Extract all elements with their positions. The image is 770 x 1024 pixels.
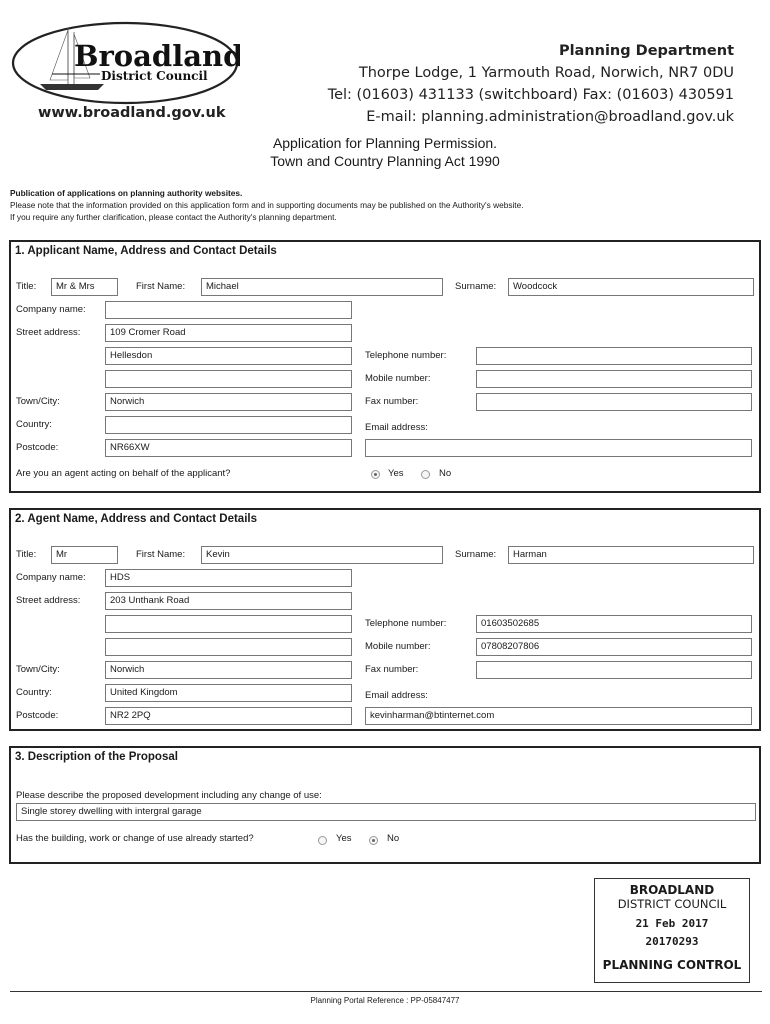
applicant-town-field[interactable]: Norwich <box>105 393 352 411</box>
agent-first-name-label: First Name: <box>136 549 186 560</box>
started-question: Has the building, work or change of use already started? <box>16 833 254 844</box>
agent-first-name-field[interactable]: Kevin <box>201 546 443 564</box>
agent-mobile-field[interactable]: 07808207806 <box>476 638 752 656</box>
applicant-email-label: Email address: <box>365 422 428 433</box>
applicant-mobile-label: Mobile number: <box>365 373 431 384</box>
agent-question-label: Are you an agent acting on behalf of the applicant? <box>16 468 231 479</box>
applicant-telephone-field[interactable] <box>476 347 752 365</box>
received-stamp <box>594 878 750 983</box>
applicant-surname-field[interactable]: Woodcock <box>508 278 754 296</box>
applicant-street-label: Street address: <box>16 327 81 338</box>
council-logo <box>10 20 240 110</box>
agent-mobile-label: Mobile number: <box>365 641 431 652</box>
stamp-line2: DISTRICT COUNCIL <box>617 897 727 911</box>
notice-heading: Publication of applications on planning authority websites. <box>10 188 243 198</box>
agent-town-label: Town/City: <box>16 664 60 675</box>
applicant-title-field[interactable]: Mr & Mrs <box>51 278 118 296</box>
agent-town-field[interactable]: Norwich <box>105 661 352 679</box>
agent-telephone-field[interactable]: 01603502685 <box>476 615 752 633</box>
agent-postcode-field[interactable]: NR2 2PQ <box>105 707 352 725</box>
agent-section <box>9 508 761 731</box>
agent-yes-radio[interactable] <box>371 470 380 479</box>
agent-fax-field[interactable] <box>476 661 752 679</box>
applicant-first-name-label: First Name: <box>136 281 186 292</box>
started-no-radio[interactable] <box>369 836 378 845</box>
applicant-postcode-label: Postcode: <box>16 442 59 453</box>
form-heading <box>0 134 770 170</box>
department-contact <box>328 40 734 128</box>
agent-country-label: Country: <box>16 687 52 698</box>
applicant-company-label: Company name: <box>16 304 86 315</box>
agent-postcode-label: Postcode: <box>16 710 59 721</box>
applicant-mobile-field[interactable] <box>476 370 752 388</box>
form-title-line1: Application for Planning Permission. <box>272 135 498 151</box>
started-no-label: No <box>387 833 400 844</box>
proposal-description-field[interactable]: Single storey dwelling with intergral garage <box>16 803 756 821</box>
agent-yes-label: Yes <box>388 468 404 479</box>
agent-surname-field[interactable]: Harman <box>508 546 754 564</box>
footer-reference: Planning Portal Reference : PP-05847477 <box>310 996 460 1005</box>
agent-no-radio[interactable] <box>421 470 430 479</box>
applicant-first-name-field[interactable]: Michael <box>201 278 443 296</box>
agent-company-field[interactable]: HDS <box>105 569 352 587</box>
form-title-line2: Town and Country Planning Act 1990 <box>270 153 500 169</box>
department-address: Thorpe Lodge, 1 Yarmouth Road, Norwich, NR7 0DU <box>358 65 734 81</box>
proposal-section-title: 3. Description of the Proposal <box>15 751 178 763</box>
notice-line2: If you require any further clarification, please contact the Authority's planning department. <box>10 212 337 222</box>
website-url[interactable]: www.broadland.gov.uk <box>38 105 226 121</box>
applicant-street3-field[interactable] <box>105 370 352 388</box>
proposal-section <box>9 746 761 864</box>
department-phone: Tel: (01603) 431133 (switchboard) Fax: (01603) 430591 <box>327 87 734 103</box>
department-email: E-mail: planning.administration@broadland.gov.uk <box>366 109 734 125</box>
applicant-company-field[interactable] <box>105 301 352 319</box>
logo-main-text: Broadland <box>74 39 240 73</box>
agent-street-label: Street address: <box>16 595 81 606</box>
publication-notice <box>10 187 524 223</box>
applicant-section <box>9 240 761 493</box>
applicant-section-title: 1. Applicant Name, Address and Contact Details <box>15 245 277 257</box>
agent-fax-label: Fax number: <box>365 664 419 675</box>
agent-email-field[interactable]: kevinharman@btinternet.com <box>365 707 752 725</box>
applicant-country-label: Country: <box>16 419 52 430</box>
agent-country-field[interactable]: United Kingdom <box>105 684 352 702</box>
agent-street1-field[interactable]: 203 Unthank Road <box>105 592 352 610</box>
stamp-line1: BROADLAND <box>629 883 715 897</box>
stamp-reference: 20170293 <box>645 935 699 948</box>
footer-divider <box>10 991 762 992</box>
agent-email-label: Email address: <box>365 690 428 701</box>
applicant-street1-field[interactable]: 109 Cromer Road <box>105 324 352 342</box>
started-yes-label: Yes <box>336 833 352 844</box>
agent-section-title: 2. Agent Name, Address and Contact Details <box>15 513 257 525</box>
proposal-prompt: Please describe the proposed development including any change of use: <box>16 790 322 801</box>
applicant-telephone-label: Telephone number: <box>365 350 447 361</box>
stamp-date: 21 Feb 2017 <box>635 917 709 930</box>
applicant-surname-label: Surname: <box>455 281 497 292</box>
agent-street3-field[interactable] <box>105 638 352 656</box>
department-title: Planning Department <box>558 43 734 59</box>
agent-street2-field[interactable] <box>105 615 352 633</box>
applicant-title-label: Title: <box>16 281 37 292</box>
agent-title-field[interactable]: Mr <box>51 546 118 564</box>
applicant-fax-field[interactable] <box>476 393 752 411</box>
notice-line1: Please note that the information provided on this application form and in supporting documents may be published on the Authority's website. <box>10 200 524 210</box>
applicant-fax-label: Fax number: <box>365 396 419 407</box>
agent-company-label: Company name: <box>16 572 86 583</box>
logo-sub-text: District Council <box>101 69 208 83</box>
applicant-street2-field[interactable]: Hellesdon <box>105 347 352 365</box>
started-yes-radio[interactable] <box>318 836 327 845</box>
applicant-postcode-field[interactable]: NR66XW <box>105 439 352 457</box>
stamp-line5: PLANNING CONTROL <box>602 958 742 972</box>
agent-surname-label: Surname: <box>455 549 497 560</box>
applicant-country-field[interactable] <box>105 416 352 434</box>
agent-telephone-label: Telephone number: <box>365 618 447 629</box>
agent-no-label: No <box>439 468 452 479</box>
applicant-email-field[interactable] <box>365 439 752 457</box>
applicant-town-label: Town/City: <box>16 396 60 407</box>
agent-title-label: Title: <box>16 549 37 560</box>
